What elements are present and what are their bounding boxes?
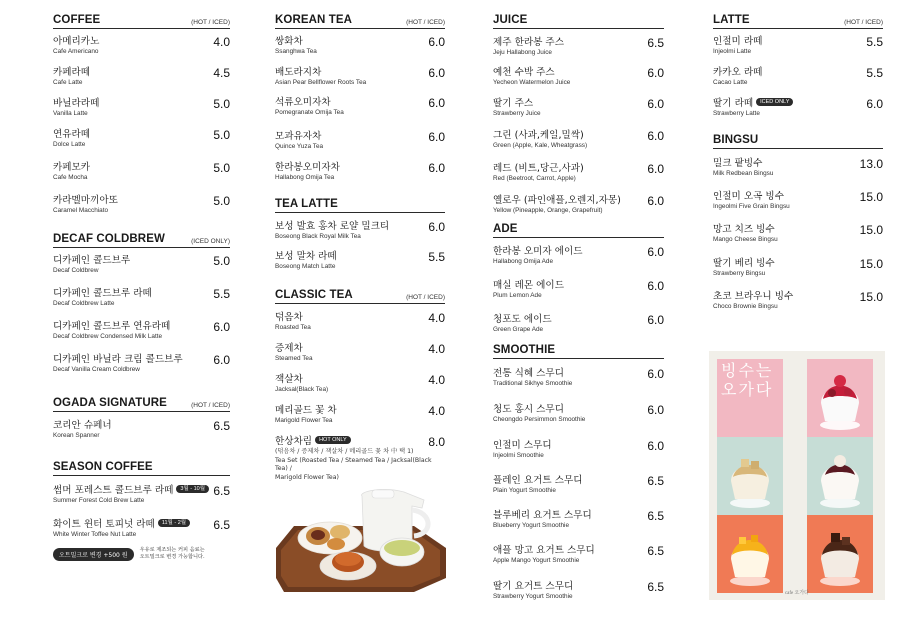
section-title: DECAF COLDBREW [53,233,165,245]
item-name: 디카페인 콜드브루 [53,255,131,266]
menu-item[interactable] [53,98,230,129]
item-name: 한라봉 오미자 에이드 [493,246,583,257]
mango-bingsu-icon [717,515,783,593]
item-name: 화이트 윈터 토피넛 라떼 [53,519,155,530]
menu-item[interactable] [493,581,664,605]
item-price: 6.0 [647,162,664,176]
season-tag: 3월 - 10월 [176,485,209,493]
section-note: (ICED ONLY) [191,238,230,245]
item-name: 전통 식혜 스무디 [493,368,564,379]
item-english-name: Quince Yuza Tea [275,143,324,150]
menu-item[interactable] [713,191,883,224]
latte-header [713,12,883,29]
item-english-name: White Winter Toffee Nut Latte [53,531,137,538]
item-price: 6.0 [428,66,445,80]
item-english-name: Cafe Mocha [53,174,88,181]
item-price: 5.0 [213,161,230,175]
item-english-name: Jacksal(Black Tea) [275,386,329,393]
item-price: 8.0 [428,435,445,449]
item-name: 썸머 포레스트 콜드브루 라떼 [53,485,174,496]
menu-item[interactable] [493,195,664,221]
dessert-plate-icon [320,552,376,580]
item-name: 딸기 주스 [493,98,534,109]
item-english-name: Strawberry Yogurt Smoothie [493,593,573,600]
menu-item[interactable] [275,251,445,279]
item-price: 6.0 [647,313,664,327]
column-2 [275,12,445,484]
item-price: 6.5 [647,544,664,558]
item-price: 15.0 [859,257,883,271]
section-note: (HOT / ICED) [844,19,883,26]
menu-item[interactable] [275,405,445,436]
item-price: 6.5 [213,484,230,498]
item-price: 5.5 [428,250,445,264]
choco-brownie-bingsu-icon [807,515,873,593]
item-name: 망고 치즈 빙수 [713,224,775,235]
menu-item[interactable] [493,440,664,475]
poster-tile-orange-2 [807,515,873,593]
menu-item[interactable] [275,312,445,343]
item-name: 제주 한라봉 주스 [493,37,564,48]
item-english-name: Hallabong Omija Ade [493,258,554,265]
item-price: 6.0 [213,353,230,367]
item-price: 6.0 [866,97,883,111]
item-english-name: Vanilla Latte [53,110,88,117]
item-english-name: Cacao Latte [713,79,748,86]
item-english-name: Korean Spanner [53,432,100,439]
oat-milk-option [53,547,230,561]
item-price: 6.0 [213,320,230,334]
item-name: 쌍화차 [275,36,303,47]
ade-section [493,221,664,338]
season-coffee-section [53,459,230,561]
item-english-name: Yellow (Pineapple, Orange, Grapefruit) [493,207,603,214]
section-title: SMOOTHIE [493,344,556,356]
section-title: CLASSIC TEA [275,289,353,301]
ade-header [493,221,664,238]
menu-item[interactable] [493,246,664,280]
item-name: 딸기 요거트 스무디 [493,581,574,592]
column-1 [53,12,230,561]
option-note: 오트밀크로 변경 가능합니다. [139,554,205,560]
section-title: BINGSU [713,134,759,146]
menu-item[interactable] [713,36,883,67]
menu-item[interactable] [53,195,230,225]
bingsu-section [713,132,883,315]
smoothie-header [493,342,664,359]
item-price: 5.0 [213,97,230,111]
menu-item[interactable] [713,291,883,315]
menu-item[interactable] [713,258,883,291]
menu-item[interactable] [275,221,445,251]
item-english-name: Injeolmi Smoothie [493,452,544,459]
menu-item[interactable] [275,67,445,97]
item-english-name: Mango Cheese Bingsu [713,236,778,243]
redbean-bingsu-icon [807,437,873,515]
menu-item[interactable] [275,343,445,374]
plate-icon [298,522,362,554]
item-price: 4.0 [428,373,445,387]
item-price: 15.0 [859,290,883,304]
menu-item[interactable] [493,37,664,67]
item-name: 인절미 라떼 [713,36,763,47]
item-english-name: Boseong Black Royal Milk Tea [275,233,361,240]
item-price: 6.5 [647,474,664,488]
bingsu-poster [709,351,885,600]
item-name: 레드 (비트,당근,사과) [493,163,584,174]
item-price: 5.5 [866,35,883,49]
item-name: 디카페인 콜드브루 라떼 [53,288,152,299]
item-name: 옐로우 (파인애플,오렌지,자몽) [493,195,621,206]
item-price: 6.0 [647,279,664,293]
poster-brand: cafe 오가다 [784,591,810,596]
item-name: 청도 홍시 스무디 [493,404,564,415]
poster-tile-mint-1 [717,437,783,515]
item-price: 6.0 [647,439,664,453]
column-3 [493,12,664,605]
menu-item[interactable] [53,36,230,67]
item-price: 6.0 [428,220,445,234]
item-name: 바닐라라떼 [53,98,100,109]
item-english-name: Plain Yogurt Smoothie [493,487,556,494]
item-english-name: Blueberry Yogurt Smoothie [493,522,570,529]
item-english-name: Cheongdo Persimmon Smoothie [493,416,586,423]
menu-item[interactable] [275,162,445,190]
item-price: 6.0 [647,194,664,208]
section-note: (HOT / ICED) [191,402,230,409]
item-price: 6.5 [647,36,664,50]
item-price: 6.0 [428,130,445,144]
item-name: 카페모카 [53,162,91,173]
latte-section [713,12,883,128]
item-english-name: Ingeolmi Five Grain Bingsu [713,203,790,210]
item-name: 카카오 라떼 [713,67,763,78]
item-english-name: Choco Brownie Bingsu [713,303,778,310]
coffee-section [53,12,230,225]
item-name: 블루베리 요거트 스무디 [493,510,592,521]
section-title: JUICE [493,14,528,26]
item-name: 딸기 라떼 [713,98,754,109]
item-english-name: Decaf Coldbrew [53,267,99,274]
item-price: 4.0 [428,342,445,356]
item-name: 배도라지차 [275,67,322,78]
item-name: 덖음차 [275,312,303,323]
classic-tea-header [275,287,445,304]
item-price: 6.5 [647,580,664,594]
item-name: 매실 레몬 에이드 [493,280,564,291]
tea-set-illustration [274,486,449,594]
item-english-name: Jeju Hallabong Juice [493,49,552,56]
iced-only-tag: ICED ONLY [756,98,793,106]
tea-latte-header [275,196,445,213]
injeolmi-bingsu-icon [717,437,783,515]
season-header [53,459,230,476]
item-english-name: Tea Set (Roasted Tea / Steamed Tea / Jacksal(Black Tea) / [275,456,432,472]
item-price: 6.0 [647,403,664,417]
decaf-header [53,231,230,248]
section-title: COFFEE [53,14,101,26]
item-english-name: Green (Apple, Kale, Wheatgrass) [493,142,588,149]
section-title: TEA LATTE [275,198,338,210]
option-note: 우유로 제조되는 커피 음료는 [139,547,205,553]
item-price: 5.0 [213,128,230,142]
item-price: 4.0 [213,35,230,49]
column-4 [713,12,883,315]
item-english-name: Steamed Tea [275,355,313,362]
item-name: 모과유자차 [275,131,322,142]
ogada-header [53,395,230,412]
item-price: 5.5 [213,287,230,301]
item-english-name: Green Grape Ade [493,326,544,333]
season-tag: 11월 - 2월 [158,519,190,527]
menu-item[interactable] [53,519,230,547]
section-title: ADE [493,223,518,235]
item-price: 5.0 [213,194,230,208]
decaf-coldbrew-section [53,231,230,383]
poster-title-line: 오가다 [721,380,774,399]
section-title: KOREAN TEA [275,14,353,26]
tea-set-item[interactable] [275,436,445,484]
item-english-name: Asian Pear Bellflower Roots Tea [275,79,367,86]
bingsu-header [713,132,883,149]
menu-item[interactable] [53,162,230,195]
item-price: 6.0 [647,97,664,111]
item-english-name: Milk Redbean Bingsu [713,170,774,177]
item-name: 인절미 스무디 [493,440,552,451]
section-title: SEASON COFFEE [53,461,153,473]
item-english-name: Traditional Sikhye Smoothie [493,380,573,387]
menu-item[interactable] [493,368,664,404]
item-english-name: Ssanghwa Tea [275,48,317,55]
item-name: 보성 발효 홍차 로얄 밀크티 [275,221,390,232]
juice-section [493,12,664,221]
teacup-icon [380,538,424,566]
menu-item[interactable] [493,314,664,338]
menu-item[interactable] [275,131,445,162]
menu-item[interactable] [493,510,664,545]
item-price: 5.0 [213,254,230,268]
oat-milk-pill: 오트밀크로 변경 +500 원 [53,548,134,561]
item-name: 청포도 에이드 [493,314,552,325]
section-title: LATTE [713,14,750,26]
coffee-header [53,12,230,29]
menu-item[interactable] [493,130,664,163]
item-name: 디카페인 콜드브루 연유라떼 [53,321,171,332]
item-price: 6.0 [428,35,445,49]
item-price: 6.0 [647,66,664,80]
item-english-name: Apple Mango Yogurt Smoothie [493,557,580,564]
item-name: 한상차림 [275,436,313,447]
menu-item[interactable] [713,98,883,128]
item-name: 연유라떼 [53,129,91,140]
poster-title-line: 빙수는 [721,361,774,380]
item-price: 4.5 [213,66,230,80]
poster-tile-orange-1 [717,515,783,593]
item-english-name: Decaf Vanilla Cream Coldbrew [53,366,140,373]
juice-header [493,12,664,29]
item-price: 6.0 [647,245,664,259]
menu-item[interactable] [53,67,230,98]
item-name: 카페라떼 [53,67,91,78]
item-price: 15.0 [859,223,883,237]
item-name: 딸기 베리 빙수 [713,258,775,269]
item-english-name: Dolce Latte [53,141,86,148]
item-english-name: Summer Forest Cold Brew Latte [53,497,145,504]
item-english-name: Marigold Flower Tea [275,417,333,424]
section-note: (HOT / ICED) [406,19,445,26]
menu-item[interactable] [53,321,230,354]
item-name: 밀크 팥빙수 [713,158,763,169]
item-english-name: Strawberry Bingsu [713,270,766,277]
item-price: 6.5 [213,518,230,532]
menu-item[interactable] [713,158,883,191]
item-price: 5.5 [866,66,883,80]
item-price: 4.0 [428,404,445,418]
item-price: 13.0 [859,157,883,171]
smoothie-section [493,342,664,605]
strawberry-bingsu-icon [807,359,873,437]
poster-title [721,361,773,399]
item-name: 예천 수박 주스 [493,67,555,78]
section-note: (HOT / ICED) [406,294,445,301]
item-name: 아메리카노 [53,36,100,47]
item-english-name: Plum Lemon Ade [493,292,542,299]
item-english-name: Yecheon Watermelon Juice [493,79,571,86]
hot-only-tag: HOT ONLY [315,436,351,444]
menu-item[interactable] [493,280,664,314]
item-price: 6.0 [647,129,664,143]
menu-item[interactable] [493,98,664,130]
menu-item[interactable] [275,374,445,405]
item-english-name: Marigold Flower Tea) [275,473,339,481]
korean-tea-header [275,12,445,29]
menu-item[interactable] [53,354,230,383]
menu-item[interactable] [493,163,664,195]
menu-item[interactable] [275,36,445,67]
item-name: 인절미 오곡 빙수 [713,191,784,202]
item-name: 플레인 요거트 스무디 [493,475,583,486]
item-price: 6.5 [213,419,230,433]
menu-item[interactable] [53,485,230,519]
item-name: 보성 말차 라떼 [275,251,337,262]
item-english-name: Strawberry Latte [713,110,760,117]
item-name: 초코 브라우니 빙수 [713,291,794,302]
item-english-name: Red (Beetroot, Carrot, Apple) [493,175,576,182]
menu-item[interactable] [53,129,230,162]
item-name: 한라봉오미자차 [275,162,340,173]
item-english-name: Cafe Latte [53,79,83,86]
item-price: 6.5 [647,509,664,523]
item-price: 6.0 [647,367,664,381]
item-price: 6.0 [428,161,445,175]
item-english-name: Decaf Coldbrew Latte [53,300,115,307]
item-name: 카라멜마끼아또 [53,195,118,206]
item-english-name: Caramel Macchiato [53,207,109,214]
item-english-name: Decaf Coldbrew Condensed Milk Latte [53,333,163,340]
item-name: 디카페인 바닐라 크림 콜드브루 [53,354,183,365]
item-name: 코리안 슈페너 [53,420,112,431]
item-english-name: Hallabong Omija Tea [275,174,335,181]
menu-item[interactable] [493,404,664,440]
item-english-name: Boseong Match Latte [275,263,336,270]
section-title: OGADA SIGNATURE [53,397,167,409]
item-name: 애플 망고 요거트 스무디 [493,545,595,556]
item-english-name: Pomegranate Omija Tea [275,109,344,116]
menu-item[interactable] [275,97,445,131]
item-english-name: Cafe Americano [53,48,99,55]
item-price: 6.0 [428,96,445,110]
classic-tea-section [275,287,445,484]
menu-item[interactable] [53,255,230,288]
menu-item[interactable] [493,475,664,510]
poster-tile-pink [807,359,873,437]
menu-item[interactable] [53,420,230,455]
item-name: 그린 (사과,케일,밀싹) [493,130,584,141]
item-price: 15.0 [859,190,883,204]
korean-tea-section [275,12,445,190]
poster-tile-mint-2 [807,437,873,515]
item-english-name: Roasted Tea [275,324,311,331]
item-name: 잭살차 [275,374,303,385]
section-note: (HOT / ICED) [191,19,230,26]
item-english-name: Strawberry Juice [493,110,541,117]
tea-latte-section [275,196,445,279]
menu-item[interactable] [493,545,664,581]
tea-set-choices: (덖음차 / 증제차 / 잭살차 / 메리골드 꽃 차 中 택 1) [275,448,414,455]
item-english-name: Injeolmi Latte [713,48,752,55]
item-name: 석류오미자차 [275,97,331,108]
item-price: 4.0 [428,311,445,325]
menu-item[interactable] [493,67,664,98]
menu-item[interactable] [53,288,230,321]
item-name: 증제차 [275,343,303,354]
menu-item[interactable] [713,224,883,258]
menu-item[interactable] [713,67,883,98]
item-name: 메리골드 꽃 차 [275,405,337,416]
ogada-signature-section [53,395,230,455]
